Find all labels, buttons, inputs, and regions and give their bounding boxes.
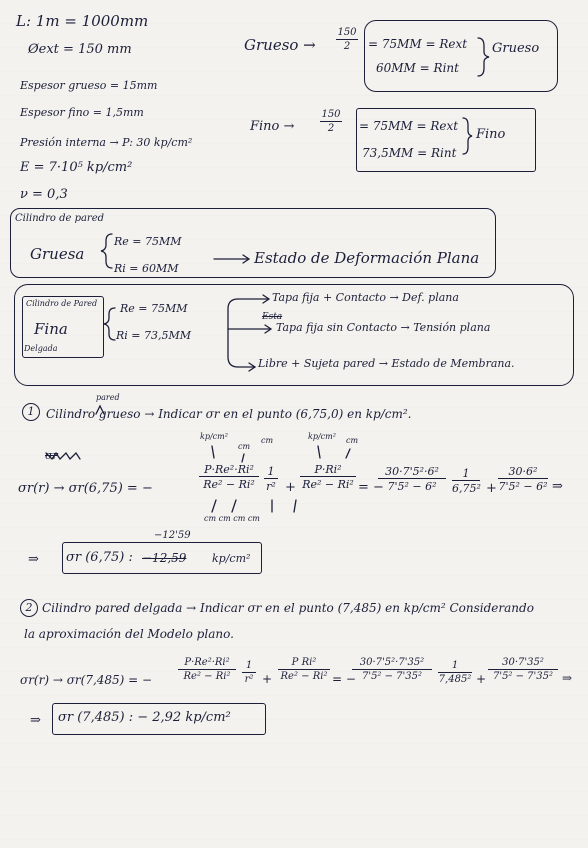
thin-box-name: Fina [34,320,68,338]
q1-frac-6: $\frac{\text{30·6²}}{\text{7'5² − 6²}}$ [498,465,548,493]
q2-result: σr (7,485) : − 2,92 kp/cm² [58,710,231,725]
grueso-rint: 60MM = Rint [376,61,459,75]
q1-frac-2: $\frac{1}{\text{r²}}$ [264,466,278,492]
thick-ri: Ri = 60MM [114,262,179,275]
q1-frac-5: $\frac{1}{\text{6,75²}}$ [452,467,481,495]
thick-box-title: Cilindro de pared [15,213,105,224]
q1-correction: −12'59 [154,530,191,541]
q2-frac-4: $\frac{\text{30·7'5²·7'35²}}{\text{7'5² − 7'35²}}$ [352,658,432,682]
q1-frac-3: $\frac{\text{P·Ri²}}{\text{Re² − Ri²}}$ [300,464,356,490]
grueso-fraction: $\frac{150}{2}$ [337,27,357,52]
q1-lhs: σr(r) → σr(6,75) = − [18,481,153,496]
q2-eq: = − [332,672,356,686]
q2-plus: + [262,672,273,686]
q2-arrow: ⇒ [562,671,573,685]
q2-frac-6: $\frac{\text{30·7'35²}}{\text{7'5² − 7'35²}}$ [488,658,558,682]
thin-re: Re = 75MM [120,302,188,315]
q1-unit-4: kp/cm² [308,432,336,441]
thin-option-2: Tapa fija sin Contacto → Tensión plana [276,321,491,334]
thick-wall: Espesor grueso = 15mm [20,79,158,92]
q1-unit-2: cm [238,442,251,451]
outer-diameter: Øext = 150 mm [28,42,132,57]
youngs-modulus: E = 7·10⁵ kp/cm² [20,160,133,175]
question-2-text-line-2: la aproximación del Modelo plano. [24,627,234,641]
fino-rext: = 75MM = Rext [359,119,459,133]
internal-pressure: Presión interna → P: 30 kp/cm² [20,136,193,149]
q1-result-label: σr (6,75) : [66,550,133,565]
grueso-rext: = 75MM = Rext [368,37,468,51]
q2-plus-2: + [476,672,487,686]
thin-box-alt: Delgada [24,344,58,353]
thin-wall: Espesor fino = 1,5mm [20,106,144,119]
q1-eq: = − [358,480,384,495]
q2-frac-5: $\frac{1}{\text{7,485²}}$ [438,660,472,685]
q1-implies: ⇒ [28,552,39,567]
q1-frac-1: $\frac{\text{P·Re²·Ri²}}{\text{Re² − Ri²}}$ [199,464,259,490]
grueso-label: Grueso → [244,36,316,54]
q1-result-units: kp/cm² [212,552,251,565]
thick-box-name: Gruesa [30,245,85,263]
q1-plus-2: + [486,481,497,496]
q2-frac-1: $\frac{\text{P·Re²·Ri²}}{\text{Re² − Ri²}}$ [178,658,236,682]
q2-frac-3: $\frac{\text{P Ri²}}{\text{Re² − Ri²}}$ [278,658,330,682]
question-1-text: Cilindro grueso → Indicar σr en el punto (6,75,0) en kp/cm². [46,407,412,421]
question-2-text-line-1: Cilindro pared delgada → Indicar σr en el punto (7,485) en kp/cm² Considerando [42,601,534,615]
q1-units-bottom: cm cm cm cm [204,514,260,523]
grueso-tag: Grueso [492,41,540,56]
q1-result-struck: −12,59 [142,551,187,565]
fino-fraction: $\frac{150}{2}$ [321,109,341,134]
poisson-ratio: ν = 0,3 [20,187,68,202]
q2-lhs: σr(r) → σr(7,485) = − [20,673,153,687]
q1-unit-3: cm [261,436,274,445]
question-1-number: 1 [22,403,40,421]
thin-box-title: Cilindro de Pared [26,299,98,308]
q1-arrow: ⇒ [552,479,563,494]
thin-option-3: Libre + Sujeta pared → Estado de Membrana. [258,357,515,370]
fino-label: Fino → [250,119,295,134]
q1-insertion: pared [96,393,120,402]
thin-option-1: Tapa fija + Contacto → Def. plana [272,291,459,304]
thin-ri: Ri = 73,5MM [116,329,192,342]
q2-frac-2: $\frac{1}{\text{r²}}$ [242,661,256,685]
q1-frac-4: $\frac{\text{30·7'5²·6²}}{\text{7'5² − 6²}}$ [378,466,446,492]
thick-re: Re = 75MM [114,235,182,248]
q2-implies: ⇒ [30,713,41,728]
q1-scribble: σr [45,449,58,462]
fino-tag: Fino [476,127,506,142]
question-2-number: 2 [20,599,38,617]
length-value: L: 1m = 1000mm [16,12,149,30]
q1-unit-1: kp/cm² [200,432,228,441]
thin-option-2-strike: Esta [262,312,283,322]
q1-plus: + [285,480,296,495]
q1-unit-5: cm [346,436,359,445]
fino-rint: 73,5MM = Rint [362,146,457,160]
thick-result: Estado de Deformación Plana [254,249,480,267]
